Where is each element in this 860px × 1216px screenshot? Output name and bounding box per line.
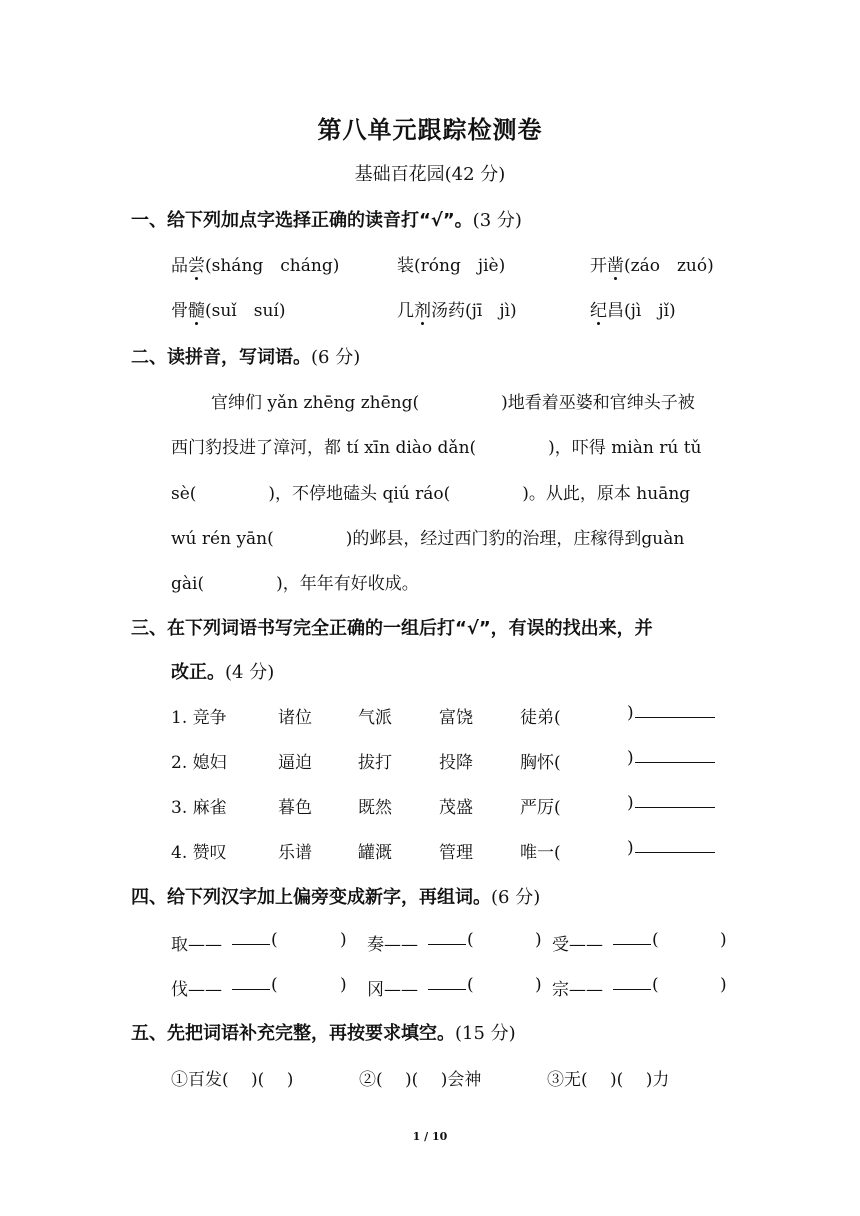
q3-word-close: ) — [627, 748, 634, 768]
q3-word: 唯一( — [520, 843, 561, 863]
q2-line-1 — [211, 388, 771, 413]
q3-word-close: ) — [627, 793, 634, 813]
q4-paren-open: ( — [271, 975, 278, 995]
correction-line[interactable] — [635, 838, 715, 853]
q3-word: 管理 — [439, 843, 473, 863]
q4-paren-open: ( — [652, 975, 659, 995]
q3-word: 3. 麻雀 — [171, 798, 227, 818]
q4-paren-close: ) — [720, 930, 727, 950]
q4-points: (6 分) — [491, 887, 541, 908]
q2-line-2-b: )，吓得 miàn rú tǔ — [548, 438, 702, 458]
q4-char: 冈—— — [367, 980, 418, 1000]
q5-item-3: ③无( )( )力 — [547, 1070, 670, 1090]
q4-paren-open: ( — [652, 930, 659, 950]
q2-line-3 — [171, 479, 731, 504]
q3-heading-line-2 — [171, 658, 274, 684]
correction-line[interactable] — [635, 793, 715, 808]
q3-word: 乐谱 — [278, 843, 312, 863]
new-char-blank[interactable] — [232, 930, 270, 945]
q1-heading — [131, 206, 522, 232]
q4-char: 奏—— — [367, 935, 418, 955]
q1-item-2-post: 装(róng jiè) — [397, 256, 506, 276]
q1-item-6-dotted: 纪 — [590, 296, 607, 321]
q1-item-4-pre: 骨 — [171, 301, 188, 321]
q4-paren-close: ) — [340, 975, 347, 995]
q2-line-3-a: sè( — [171, 484, 197, 504]
q3-word: 诸位 — [278, 708, 312, 728]
q1-item-1-dotted: 尝 — [188, 251, 205, 276]
q3-word: 严厉( — [520, 798, 561, 818]
q1-item-6-post: 昌(jì jǐ) — [607, 301, 676, 321]
q3-points: (4 分) — [225, 662, 275, 683]
q3-word: 罐溉 — [358, 843, 392, 863]
q5-item-1: ①百发( )( ) — [171, 1070, 294, 1090]
q2-line-3-c: )。从此，原本 huāng — [522, 484, 691, 504]
q5-points: (15 分) — [455, 1023, 516, 1044]
q1-item-5-dotted: 剂 — [414, 296, 431, 321]
q1-item-5-pre: 几 — [397, 301, 414, 321]
q2-line-4-b: )的邺县，经过西门豹的治理，庄稼得到guàn — [345, 529, 685, 549]
new-char-blank[interactable] — [232, 975, 270, 990]
q1-item-1-post: (sháng cháng) — [205, 256, 340, 276]
q4-char: 受—— — [552, 935, 603, 955]
page-title: 第八单元跟踪检测卷 — [317, 116, 543, 144]
q4-char: 宗—— — [552, 980, 603, 1000]
q3-word: 徒弟( — [520, 708, 561, 728]
q3-word: 胸怀( — [520, 753, 561, 773]
q1-item-1 — [171, 251, 339, 276]
q1-item-3-post: (záo zuó) — [624, 256, 714, 276]
q2-line-4 — [171, 524, 731, 549]
q4-paren-close: ) — [535, 975, 542, 995]
q3-word: 逼迫 — [278, 753, 312, 773]
q1-item-3-pre: 开 — [590, 256, 607, 276]
q4-paren-open: ( — [467, 975, 474, 995]
q3-heading2-text: 改正。 — [171, 662, 225, 683]
q2-line-2 — [171, 433, 731, 458]
correction-line[interactable] — [635, 703, 715, 718]
page-number: 1 / 10 — [412, 1130, 448, 1143]
q4-paren-open: ( — [271, 930, 278, 950]
q1-item-3 — [590, 251, 714, 276]
q2-line-5-b: )，年年有好收成。 — [276, 574, 419, 594]
q3-word: 2. 媳妇 — [171, 753, 227, 773]
q3-word: 富饶 — [439, 708, 473, 728]
q1-item-3-dotted: 凿 — [607, 251, 624, 276]
q2-line-5 — [171, 569, 731, 594]
q2-points: (6 分) — [311, 347, 361, 368]
q4-paren-close: ) — [340, 930, 347, 950]
q2-line-2-a: 西门豹投进了漳河，都 tí xīn diào dǎn( — [171, 438, 477, 458]
q3-word: 气派 — [358, 708, 392, 728]
q5-heading — [131, 1019, 516, 1045]
new-char-blank[interactable] — [613, 975, 651, 990]
q3-word: 暮色 — [278, 798, 312, 818]
q4-char: 伐—— — [171, 980, 222, 1000]
new-char-blank[interactable] — [428, 930, 466, 945]
q2-heading-text: 二、读拼音，写词语。 — [131, 347, 311, 368]
q1-points: (3 分) — [472, 210, 522, 231]
q1-item-4 — [171, 296, 285, 321]
q1-item-4-post: (suǐ suí) — [205, 301, 286, 321]
q4-heading-text: 四、给下列汉字加上偏旁变成新字，再组词。 — [131, 887, 491, 908]
q4-heading — [131, 883, 540, 909]
q3-word: 茂盛 — [439, 798, 473, 818]
q3-word: 拔打 — [358, 753, 392, 773]
q1-item-5-post: 汤药(jī jì) — [431, 301, 517, 321]
q2-line-5-a: gài( — [171, 574, 205, 594]
q3-word: 4. 赞叹 — [171, 843, 227, 863]
q1-item-5 — [397, 296, 517, 321]
page-subtitle: 基础百花园(42 分) — [354, 164, 506, 185]
q3-heading: 三、在下列词语书写完全正确的一组后打“√”，有误的找出来，并 — [131, 618, 653, 639]
new-char-blank[interactable] — [613, 930, 651, 945]
correction-line[interactable] — [635, 748, 715, 763]
q3-word-close: ) — [627, 703, 634, 723]
q3-word: 投降 — [439, 753, 473, 773]
q3-word: 1. 竞争 — [171, 708, 227, 728]
q4-char: 取—— — [171, 935, 222, 955]
q5-heading-text: 五、先把词语补充完整，再按要求填空。 — [131, 1023, 455, 1044]
q1-item-4-dotted: 髓 — [188, 296, 205, 321]
q4-paren-close: ) — [535, 930, 542, 950]
q5-item-2: ②( )( )会神 — [359, 1070, 482, 1090]
q1-item-2 — [397, 251, 505, 276]
q1-item-6 — [590, 296, 676, 321]
q3-word-close: ) — [627, 838, 634, 858]
q4-paren-open: ( — [467, 930, 474, 950]
q2-line-1-b: )地看着巫婆和官绅头子被 — [501, 393, 695, 413]
q4-paren-close: ) — [720, 975, 727, 995]
new-char-blank[interactable] — [428, 975, 466, 990]
q1-heading-text: 一、给下列加点字选择正确的读音打“√”。 — [131, 210, 473, 231]
q2-line-3-b: )，不停地磕头 qiú ráo( — [268, 484, 451, 504]
q3-word: 既然 — [358, 798, 392, 818]
q2-line-4-a: wú rén yān( — [171, 529, 274, 549]
q1-item-1-pre: 品 — [171, 256, 188, 276]
q2-heading — [131, 343, 360, 369]
q2-line-1-a: 官绅们 yǎn zhēng zhēng( — [211, 393, 420, 413]
